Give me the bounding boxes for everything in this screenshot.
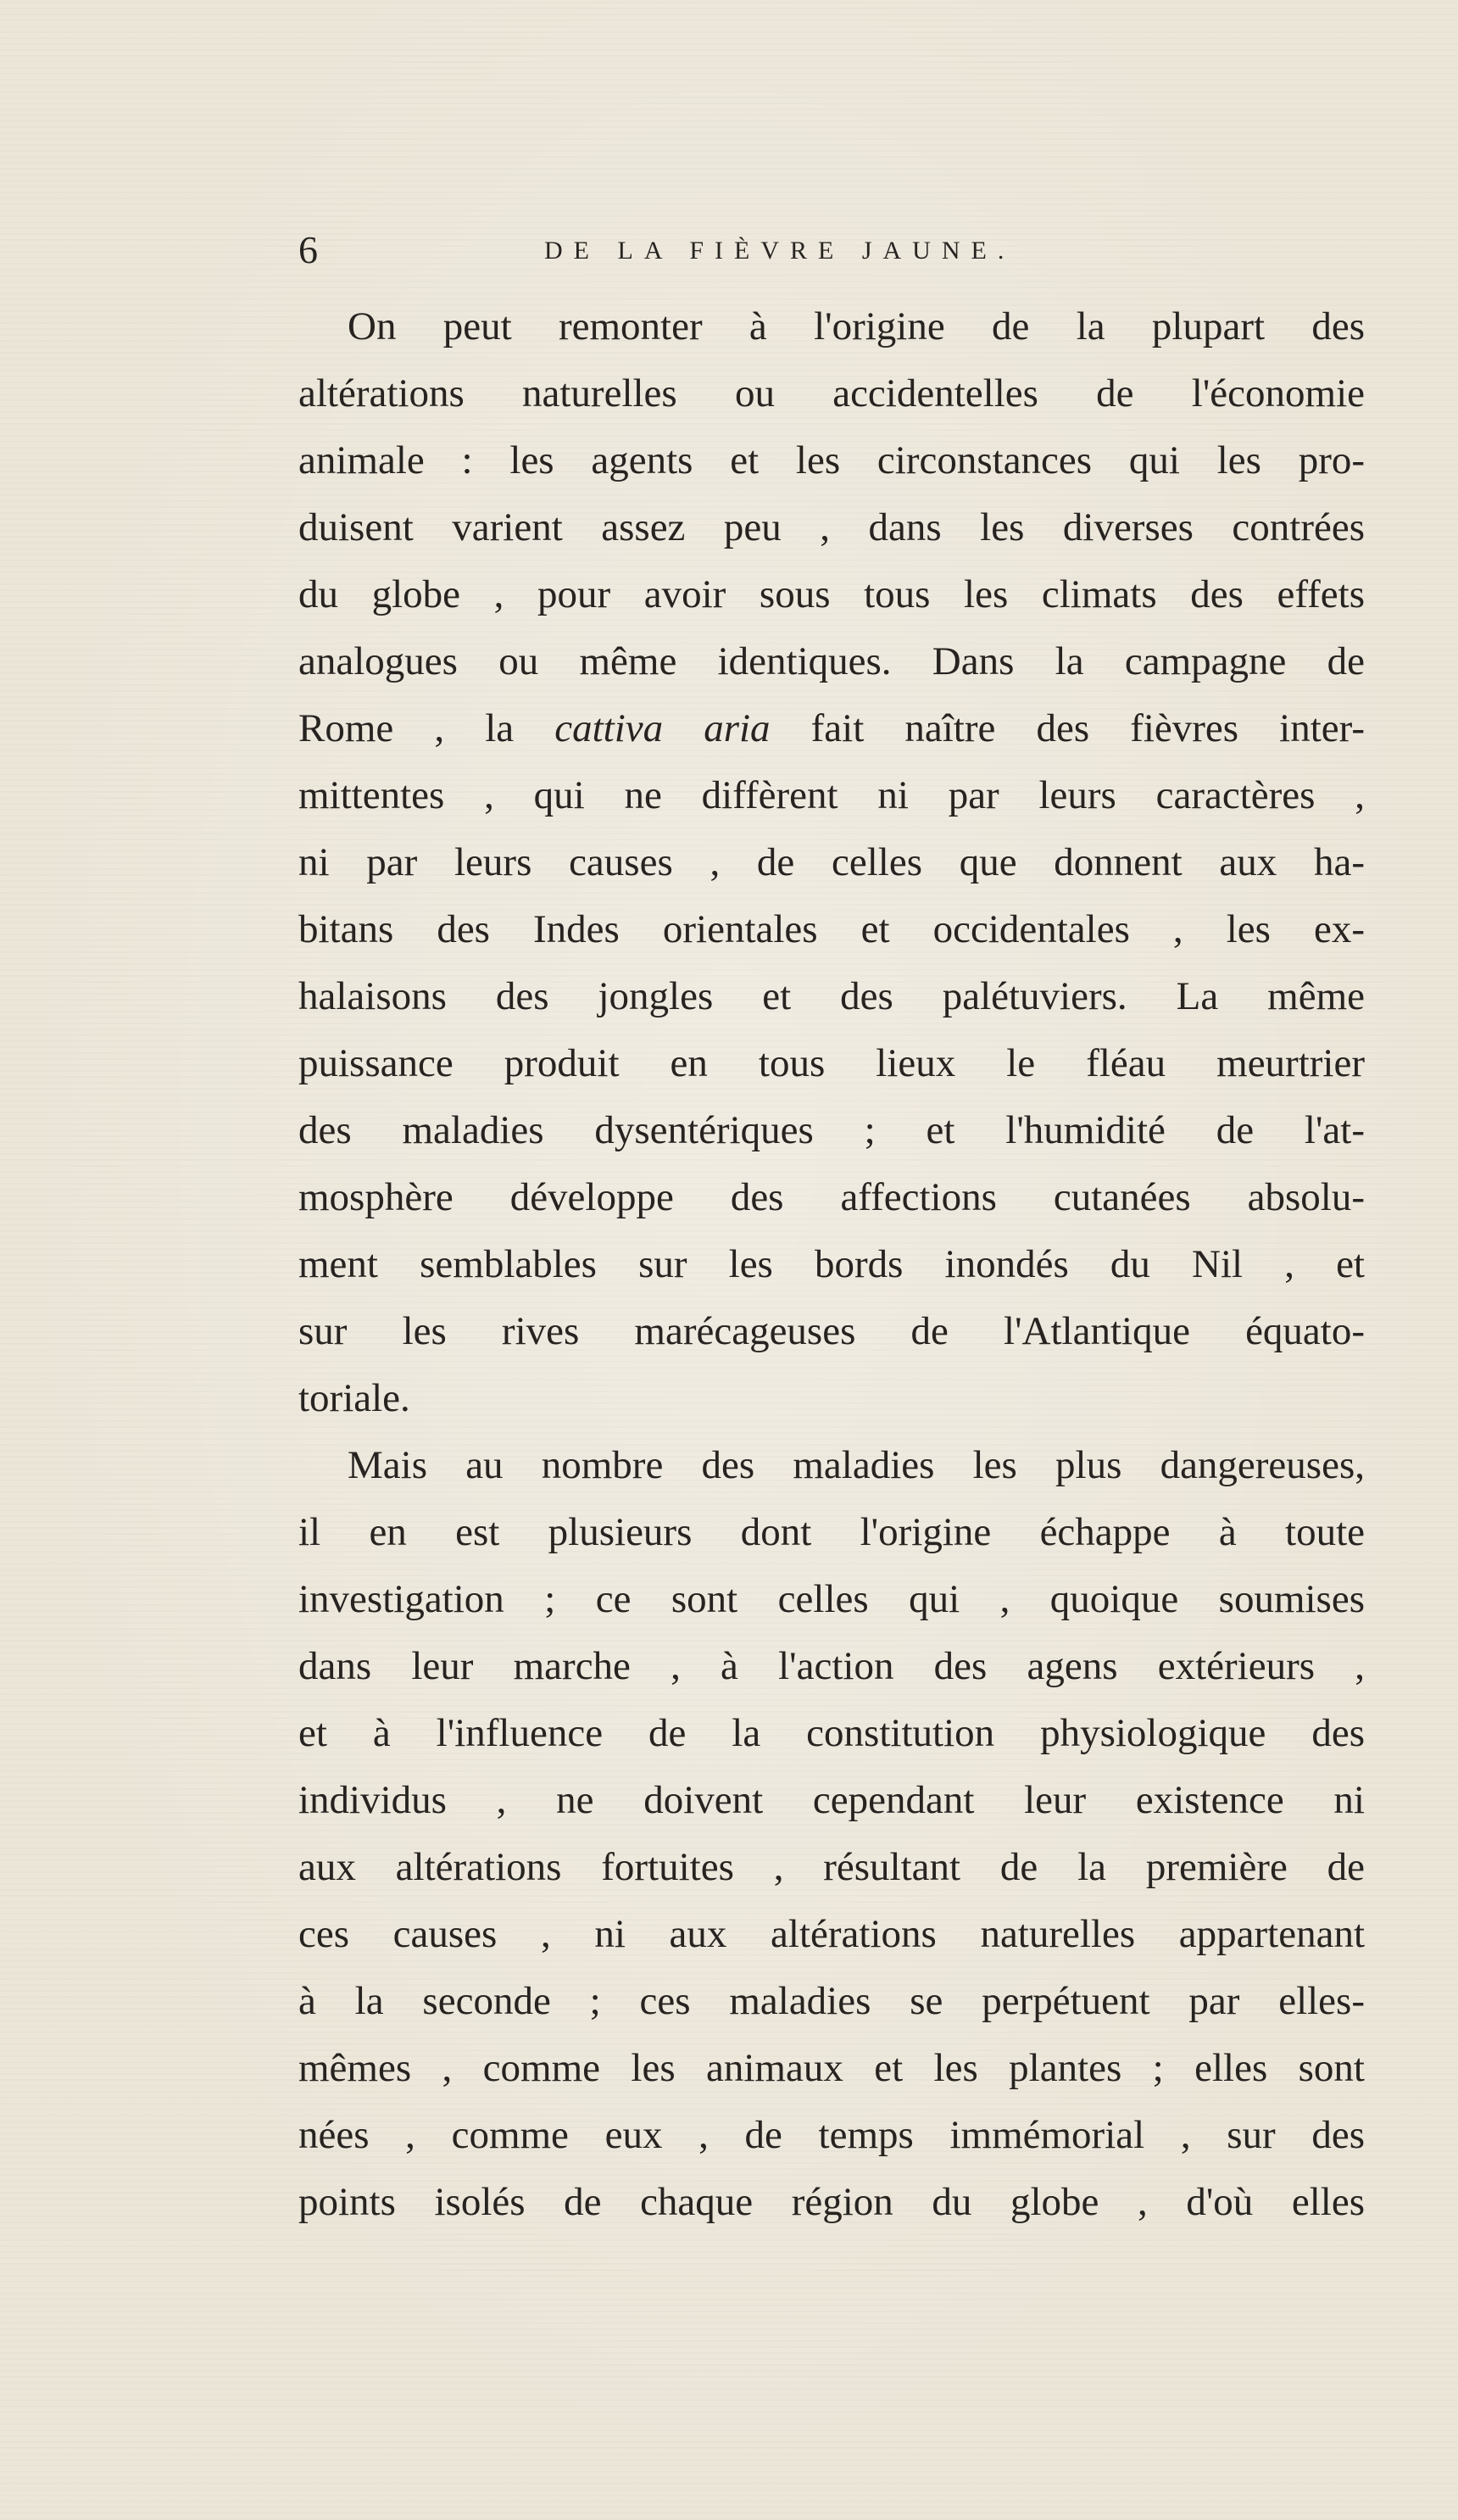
text-line: aux altérations fortuites , résultant de la première de: [298, 1845, 1365, 1889]
text-line: analogues ou même identiques. Dans la campagne de: [298, 639, 1365, 683]
text-line: des maladies dysentériques ; et l'humidité de l'at-: [298, 1108, 1365, 1152]
text-line: bitans des Indes orientales et occidentales , les ex-: [298, 907, 1365, 951]
text-line: ni par leurs causes , de celles que donnent aux ha-: [298, 840, 1365, 884]
text-line: halaisons des jongles et des palétuviers. La même: [298, 974, 1365, 1018]
text-line: On peut remonter à l'origine de la plupart des: [348, 304, 1365, 348]
text-line: il en est plusieurs dont l'origine échappe à toute: [298, 1510, 1365, 1554]
page-number: 6: [298, 228, 318, 271]
text-line: dans leur marche , à l'action des agens extérieurs ,: [298, 1644, 1365, 1688]
paragraph-2: [298, 1432, 1365, 2236]
text-line: mittentes , qui ne diffèrent ni par leurs caractères ,: [298, 773, 1365, 817]
text-line: points isolés de chaque région du globe , d'où elles: [298, 2180, 1365, 2224]
text-line: ment semblables sur les bords inondés du Nil , et: [298, 1242, 1365, 1286]
text-line: investigation ; ce sont celles qui , quoique soumises: [298, 1577, 1365, 1621]
text-fragment: fait naître des fièvres inter-: [810, 706, 1366, 750]
running-head: DE LA FIÈVRE JAUNE.: [544, 237, 1016, 265]
text-line: puissance produit en tous lieux le fléau meurtrier: [298, 1041, 1365, 1085]
text-line: individus , ne doivent cependant leur existence ni: [298, 1778, 1365, 1822]
text-line: Mais au nombre des maladies les plus dangereuses,: [348, 1443, 1365, 1487]
text-line: animale : les agents et les circonstances qui les pro-: [298, 438, 1365, 482]
text-line: et à l'influence de la constitution physiologique des: [298, 1711, 1365, 1755]
italic-phrase: cattiva aria: [554, 706, 771, 750]
text-line: à la seconde ; ces maladies se perpétuent par elles-: [298, 1979, 1365, 2023]
paragraph-1: [298, 293, 1365, 1432]
text-line: du globe , pour avoir sous tous les climats des effets: [298, 572, 1365, 616]
body-text: [298, 293, 1365, 2236]
text-line: mosphère développe des affections cutanées absolu-: [298, 1175, 1365, 1219]
text-fragment: Rome , la: [298, 706, 515, 750]
text-line: duisent varient assez peu , dans les diverses contrées: [298, 505, 1365, 549]
text-line: mêmes , comme les animaux et les plantes ; elles sont: [298, 2046, 1365, 2090]
text-line: toriale.: [298, 1376, 410, 1420]
text-line: ces causes , ni aux altérations naturelles appartenant: [298, 1912, 1365, 1956]
text-line: altérations naturelles ou accidentelles de l'économie: [298, 371, 1365, 415]
text-line: nées , comme eux , de temps immémorial , sur des: [298, 2113, 1365, 2157]
text-line: sur les rives marécageuses de l'Atlantique équato-: [298, 1309, 1365, 1353]
page-header: [298, 229, 1390, 271]
text-line-with-italic: [298, 695, 1365, 762]
